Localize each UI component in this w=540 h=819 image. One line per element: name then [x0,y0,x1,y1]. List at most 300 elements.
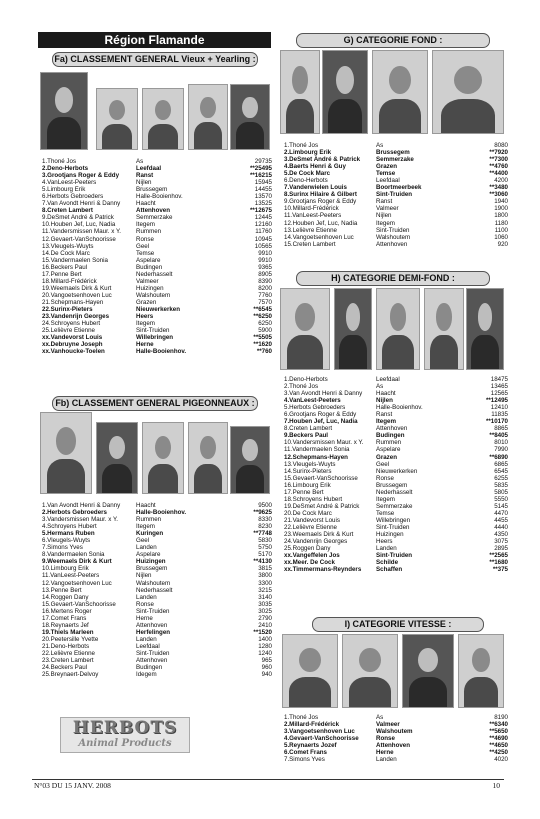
entrant-points: 3215 [258,586,272,594]
ranking-table-fb [42,502,272,678]
table-row [42,271,272,278]
table-row [42,615,272,622]
entrant-points: 940 [261,671,272,679]
table-row [42,306,272,313]
entrant-points: **5505 [253,334,272,342]
entrant-town: Sint-Truiden [136,649,170,657]
section-title-fa: Fa) CLASSEMENT GENERAL Vieux + Yearling : [52,52,258,67]
entrant-points: **3060 [489,191,508,199]
table-row [284,432,508,439]
entrant-points: 1100 [494,226,508,234]
entrant-points: 10565 [254,242,272,250]
table-row [284,496,508,503]
issue-date: N°03 DU 15 JANV. 2008 [34,781,111,790]
table-row [284,552,508,559]
logo-name: HERBOTS [72,718,178,738]
table-row [42,516,272,523]
entrant-town: Nieuwerkerken [376,467,418,475]
table-row [284,439,508,446]
winner-photo [96,422,138,494]
table-row [284,205,508,212]
entrant-town: Sint-Truiden [376,552,413,560]
entrant-town: Leefdaal [376,177,400,185]
entrant-name: xx.Vandevorst Louis [42,334,103,342]
table-row [42,250,272,257]
entrant-town: Aspelare [376,446,401,454]
entrant-name: 20.De Cock Marc [284,509,332,517]
entrant-points: 3140 [258,593,272,601]
table-row [284,749,508,756]
entrant-town: As [136,158,144,165]
entrant-town: Temse [376,509,395,517]
winner-photo [188,422,228,494]
entrant-name: 18.Schroyens Hubert [284,495,343,503]
entrant-name: 6.Comet Frans [284,749,327,757]
table-row [42,186,272,193]
entrant-town: Nederhasselt [376,488,413,496]
entrant-points: **375 [492,566,508,574]
entrant-points: **3480 [489,184,508,192]
entrant-town: Ronse [136,235,154,243]
entrant-points: 13525 [254,200,272,208]
entrant-name: 15.Creten Lambert [284,240,336,248]
entrant-points: 1400 [258,635,272,643]
entrant-points: 5830 [258,537,272,545]
table-row [42,664,272,671]
table-row [284,220,508,227]
table-row [42,594,272,601]
entrant-town: Nijlen [136,572,152,580]
winner-photo [142,422,184,494]
table-row [284,156,508,163]
entrant-town: Rummen [136,516,162,524]
table-row [284,418,508,425]
winner-photo [432,50,504,134]
entrant-points: **4250 [489,749,508,757]
entrant-name: 10.Vandersmissen Maur. x Y. [284,439,364,447]
winner-photo [458,634,504,708]
table-row [42,572,272,579]
entrant-name: 13.Penne Bert [42,586,82,594]
entrant-town: Ronse [376,735,395,743]
entrant-town: Attenhoven [376,425,408,433]
table-row [284,149,508,156]
entrant-town: Halle-Booienhov. [136,193,183,201]
entrant-points: 8230 [258,523,272,531]
entrant-name: 13.Lelièvre Etienne [284,226,337,234]
entrant-town: Willebringen [376,516,411,524]
table-row [42,565,272,572]
entrant-town: Haacht [376,390,396,398]
table-row [42,502,272,509]
entrant-name: 15.Vandermaelen Sonia [42,256,108,264]
table-row [42,551,272,558]
table-row [284,446,508,453]
region-title: Région Flamande [38,32,271,48]
entrant-points: 1800 [494,212,508,220]
table-row [42,214,272,221]
entrant-points: 5170 [258,551,272,559]
entrant-name: 18.Reynaerts Jef [42,621,89,629]
entrant-town: Budingen [376,432,405,440]
entrant-points: 965 [261,657,272,665]
entrant-name: 8.Creten Lambert [284,425,333,433]
entrant-points: **1680 [489,559,508,567]
table-row [284,756,508,763]
table-row [42,243,272,250]
entrant-town: Attenhoven [136,621,168,629]
table-row [42,228,272,235]
table-row [284,227,508,234]
entrant-name: 3.DeSmet André & Patrick [284,156,361,164]
entrant-town: Ranst [136,172,154,180]
entrant-points: 6255 [494,474,508,482]
entrant-points: **25495 [249,165,272,173]
entrant-name: 15.Gevaert-VanSchoorisse [42,600,116,608]
table-row [284,721,508,728]
table-row [42,179,272,186]
entrant-points: **9625 [253,509,272,517]
entrant-town: Grazen [376,163,397,171]
entrant-town: Itegem [376,219,395,227]
table-row [42,165,272,172]
entrant-town: As [376,142,384,149]
table-row [284,425,508,432]
table-row [42,292,272,299]
entrant-town: As [376,714,384,721]
entrant-points: **6545 [253,305,272,313]
entrant-town: Geel [136,537,150,545]
logo-tagline: Animal Products [78,738,172,749]
winner-photo [334,288,372,370]
entrant-points: 13465 [490,383,508,391]
table-row [42,320,272,327]
entrant-name: 1.Thoné Jos [284,142,319,149]
entrant-town: Walshoutem [136,291,171,299]
table-row [284,482,508,489]
entrant-name: 23.Weemaels Dirk & Kurt [284,531,354,539]
entrant-name: 24.Vandenrijn Georges [284,538,348,546]
table-row [42,523,272,530]
table-row [284,404,508,411]
entrant-town: As [376,383,384,391]
table-row [42,530,272,537]
table-row [42,671,272,678]
entrant-town: Landen [136,544,157,552]
entrant-name: 7.Van Avondt Henri & Danny [42,200,121,208]
section-title-i: I) CATEGORIE VITESSE : [312,617,484,632]
table-row [284,184,508,191]
entrant-points: 15945 [254,179,272,187]
entrant-name: 22.Lelièvre Etienne [42,649,95,657]
entrant-points: 1180 [494,219,508,227]
entrant-name: 8.Creten Lambert [42,207,93,215]
winner-photo [40,412,92,494]
entrant-town: Halle-Booienhov. [136,348,187,356]
entrant-name: 22.Surinx-Pieters [42,305,93,313]
table-row [284,198,508,205]
table-row [42,601,272,608]
entrant-points: **6250 [253,313,272,321]
entrant-points: 8080 [494,142,508,149]
entrant-name: 15.Gevaert-VanSchoorisse [284,474,358,482]
entrant-points: **10170 [485,418,508,426]
entrant-town: Sint-Truiden [376,523,410,531]
table-row [284,234,508,241]
entrant-town: Aspelare [136,551,161,559]
entrant-town: Itegem [376,495,395,503]
entrant-points: 10945 [254,235,272,243]
entrant-points: **4130 [253,558,272,566]
entrant-points: **12495 [485,397,508,405]
entrant-points: 2895 [494,545,508,553]
table-row [284,735,508,742]
table-row [284,468,508,475]
entrant-points: 920 [497,240,508,248]
table-row [284,742,508,749]
entrant-name: 14.Vangoetsenhoven Luc [284,233,354,241]
entrant-points: 3300 [258,579,272,587]
winner-photo [466,288,504,370]
entrant-town: Idegem [136,671,157,679]
entrant-name: 12.Vangoetsenhoven Luc [42,579,112,587]
entrant-points: 4455 [494,516,508,524]
entrant-points: 7760 [258,291,272,299]
entrant-points: 12160 [254,221,272,229]
entrant-town: Semmerzake [376,156,414,164]
entrant-name: 12.Houben Jef, Luc, Nadia [284,219,358,227]
entrant-name: xx.Meer. De Cock [284,559,335,567]
entrant-name: 2.Limbourg Erik [284,149,332,157]
ranking-table-i [284,714,508,763]
entrant-points: 13570 [254,193,272,201]
entrant-town: Huizingen [376,531,404,539]
winner-photo [96,88,138,150]
entrant-points: 3035 [258,600,272,608]
entrant-name: 4.VanLeest-Peeters [42,179,97,187]
entrant-name: 6.Grootjans Roger & Eddy [284,411,357,419]
entrant-name: 4.Gevaert-VanSchoorisse [284,735,359,743]
entrant-name: 7.Vanderwielen Louis [284,184,347,192]
entrant-name: 5.Herbots Gebroeders [284,404,346,412]
winner-photo [142,88,184,150]
entrant-points: 8330 [258,516,272,524]
table-row [42,172,272,179]
entrant-name: 6.Vleugels-Wuyts [42,537,91,545]
entrant-name: 24.Beckers Paul [42,664,88,672]
winner-photo [282,634,338,708]
entrant-points: **4760 [489,163,508,171]
entrant-points: 9910 [258,256,272,264]
entrant-town: Sint-Truiden [376,191,413,199]
entrant-town: Huizingen [136,284,164,292]
entrant-name: 17.Comet Frans [42,614,87,622]
entrant-points: 11760 [255,228,272,236]
entrant-town: Nijlen [376,212,392,220]
winner-photo [40,72,88,150]
entrant-name: 9.DeSmet André & Patrick [42,214,114,222]
entrant-points: **12675 [249,207,272,215]
entrant-points: **1520 [253,628,272,636]
table-row [284,538,508,545]
entrant-points: 5145 [494,502,508,510]
table-row [42,587,272,594]
entrant-name: 3.Vangoetsenhoven Luc [284,728,355,736]
entrant-name: 6.Deno-Herbots [284,177,328,185]
entrant-points: 3075 [494,538,508,546]
entrant-points: 2790 [258,614,272,622]
table-row [284,566,508,573]
entrant-name: 3.Grootjans Roger & Eddy [42,172,120,180]
entrant-points: **4650 [489,742,508,750]
table-row [284,191,508,198]
entrant-name: 25.Lelièvre Etienne [42,327,95,335]
entrant-points: **16215 [249,172,272,180]
entrant-name: 11.VanLeest-Peeters [42,572,100,580]
entrant-name: 21.Deno-Herbots [42,642,90,650]
table-row [42,636,272,643]
table-row [42,608,272,615]
entrant-points: **7920 [489,149,508,157]
entrant-town: Geel [136,242,150,250]
entrant-town: Haacht [136,502,156,509]
entrant-points: 5805 [494,488,508,496]
entrant-name: 20.Peetersille Yvette [42,635,99,643]
entrant-points: **7300 [489,156,508,164]
entrant-name: 9.Grootjans Roger & Eddy [284,198,357,206]
entrant-town: Leefdaal [136,165,162,173]
entrant-name: 7.Simons Yves [42,544,83,552]
entrant-town: Budingen [136,664,163,672]
table-row [284,510,508,517]
entrant-name: 24.Schroyens Hubert [42,320,101,328]
entrant-points: 8010 [494,439,508,447]
winner-photo [402,634,454,708]
table-row [284,390,508,397]
entrant-town: Valmeer [136,277,159,285]
entrant-points: 12410 [490,404,508,412]
entrant-name: xx.Debruyne Joseph [42,341,103,349]
table-row [42,264,272,271]
entrant-town: Grazen [136,298,157,306]
table-row [284,517,508,524]
entrant-name: 25.Breynaert-Delvoy [42,671,99,679]
entrant-name: 11.VanLeest-Peeters [284,212,342,220]
entrant-name: 1.Deno-Herbots [284,376,328,383]
entrant-name: 20.Vangoetsenhoven Luc [42,291,112,299]
entrant-points: 8200 [258,284,272,292]
entrant-town: Valmeer [376,205,399,213]
entrant-name: 10.Limbourg Erik [42,565,89,573]
entrant-points: 7570 [258,298,272,306]
entrant-town: Itegem [376,418,396,426]
entrant-name: 11.Vandermaelen Sonia [284,446,350,454]
entrant-town: Herne [376,749,394,757]
entrant-town: Brussegem [376,149,410,157]
entrant-points: 6865 [494,460,508,468]
entrant-name: 10.Millard-Frédérick [284,205,339,213]
section-title-fb: Fb) CLASSEMENT GENERAL PIGEONNEAUX : [52,396,258,411]
entrant-town: Rummen [136,228,162,236]
entrant-name: 16.Limbourg Erik [284,481,331,489]
entrant-name: 17.Penne Bert [42,270,82,278]
entrant-points: 2410 [258,621,272,629]
table-row [42,257,272,264]
entrant-name: 5.Limbourg Erik [42,186,86,194]
entrant-name: 5.Reynaerts Jozef [284,742,337,750]
entrant-town: Attenhoven [136,207,171,215]
entrant-town: Attenhoven [376,240,408,248]
entrant-points: **2565 [489,552,508,560]
table-row [284,559,508,566]
entrant-name: 2.Millard-Frédérick [284,721,340,729]
table-row [284,531,508,538]
entrant-town: Itegem [136,221,155,229]
entrant-name: 2.Herbots Gebroeders [42,509,107,517]
entrant-town: Nederhasselt [136,270,173,278]
entrant-town: Valmeer [376,721,400,729]
entrant-name: 5.De Cock Marc [284,170,331,178]
entrant-name: 12.Gevaert-VanSchoorisse [42,235,116,243]
entrant-name: 2.Thoné Jos [284,383,319,391]
entrant-town: Herne [136,341,154,349]
entrant-town: Attenhoven [376,742,411,750]
entrant-name: 12.Schepmans-Hayen [284,453,348,461]
entrant-points: 8905 [258,270,272,278]
table-row [42,544,272,551]
winner-photo [230,426,270,494]
table-row [42,299,272,306]
entrant-points: **4690 [489,735,508,743]
entrant-points: 960 [261,664,272,672]
entrant-town: Landen [376,756,397,764]
entrant-town: Leefdaal [376,376,400,383]
table-row [284,163,508,170]
table-row [284,475,508,482]
entrant-town: Boortmeerbeek [376,184,422,192]
entrant-name: 14.Roggen Dany [42,593,89,601]
entrant-name: 4.VanLeest-Peeters [284,397,341,405]
entrant-town: Brussegem [136,186,168,194]
entrant-name: xx.Vangeffelen Jos [284,552,340,560]
entrant-points: 1060 [494,233,508,241]
entrant-town: Walshoutem [376,728,413,736]
entrant-town: Leefdaal [136,642,160,650]
entrant-name: 21.Schepmans-Hayen [42,298,104,306]
table-row [284,212,508,219]
table-row [42,313,272,320]
table-row [284,454,508,461]
entrant-town: Sint-Truiden [136,327,170,335]
entrant-points: 3815 [258,565,272,573]
entrant-town: Budingen [136,263,163,271]
entrant-points: 11835 [491,411,508,419]
entrant-points: 3025 [258,607,272,615]
entrant-town: Landen [376,545,397,553]
entrant-town: Halle-Booienhov. [376,404,423,412]
entrant-town: Herfelingen [136,628,171,636]
entrant-points: 1900 [494,205,508,213]
entrant-name: 13.Vleugels-Wuyts [284,460,336,468]
entrant-name: 22.Lelièvre Etienne [284,523,337,531]
entrant-name: 9.Weemaels Dirk & Kurt [42,558,112,566]
entrant-name: 8.Surinx Hilaire & Gilbert [284,191,357,199]
winner-photo [280,288,330,370]
table-row [42,629,272,636]
entrant-name: 25.Roggen Dany [284,545,331,553]
entrant-town: Huizingen [136,558,166,566]
entrant-town: Ronse [136,600,154,608]
